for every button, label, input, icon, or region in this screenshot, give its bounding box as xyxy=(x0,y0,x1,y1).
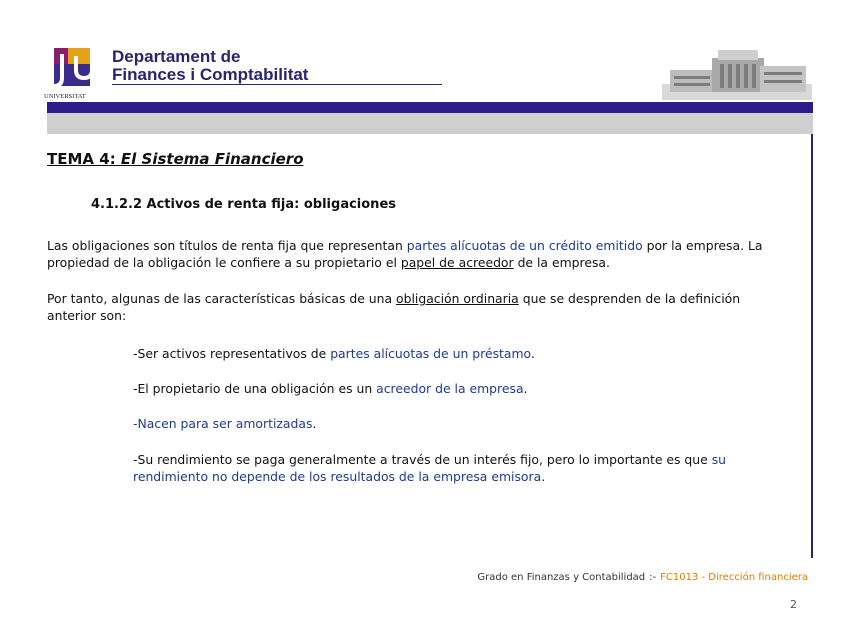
highlight-text: acreedor de la empresa xyxy=(376,381,524,396)
svg-text:UNIVERSITAT: UNIVERSITAT xyxy=(44,93,86,100)
highlight-text: partes alícuotas de un préstamo xyxy=(330,346,531,361)
department-name xyxy=(112,48,308,84)
paragraph-characteristics: Por tanto, algunas de las características básicas de una obligación ordinaria que se desprenden de la definición anterior son: xyxy=(47,291,741,323)
page-number: 2 xyxy=(790,598,797,611)
right-border-rule xyxy=(811,134,813,558)
header-band-purple xyxy=(47,102,813,113)
list-item: -Su rendimiento se paga generalmente a través de un interés fijo, pero lo importante es que su rendimiento no depende de los resultados de la empresa emisora. xyxy=(133,452,727,484)
highlight-text: -Nacen para ser amortizadas xyxy=(133,416,313,431)
slide-title xyxy=(47,150,304,168)
list-item: -Nacen para ser amortizadas. xyxy=(133,416,317,431)
header-underline xyxy=(112,84,442,85)
list-item: -Ser activos representativos de partes alícuotas de un préstamo. xyxy=(133,346,535,361)
footer-course: Grado en Finanzas y Contabilidad xyxy=(477,572,646,583)
department-line-2: Finances i Comptabilitat xyxy=(112,65,309,84)
title-prefix: TEMA 4 xyxy=(47,150,110,168)
paragraph-definition: Las obligaciones son títulos de renta fija que representan partes alícuotas de un crédito emitido por la empresa. La propiedad de la obligación le confiere a su propietario el papel de acreedor de la empresa. xyxy=(47,238,763,270)
university-logo xyxy=(44,46,100,110)
footer-separator: :- xyxy=(649,572,657,583)
highlight-text: partes alícuotas de un crédito emitido xyxy=(406,238,643,253)
underlined-text: papel de acreedor xyxy=(400,255,514,270)
list-item: -El propietario de una obligación es un acreedor de la empresa. xyxy=(133,381,528,396)
title-text: El Sistema Financiero xyxy=(120,150,304,168)
slide-footer xyxy=(477,572,808,583)
underlined-text: obligación ordinaria xyxy=(396,291,519,306)
title-colon: : xyxy=(109,150,121,168)
highlight-text: su rendimiento no depende de los resultados de la empresa emisora xyxy=(133,452,727,484)
building-image xyxy=(662,40,812,100)
header-band-gray xyxy=(47,113,813,134)
footer-subject: FC1013 - Dirección financiera xyxy=(660,572,808,583)
section-subtitle: 4.1.2.2 Activos de renta fija: obligaciones xyxy=(91,197,396,212)
department-line-1: Departament de xyxy=(112,47,241,66)
